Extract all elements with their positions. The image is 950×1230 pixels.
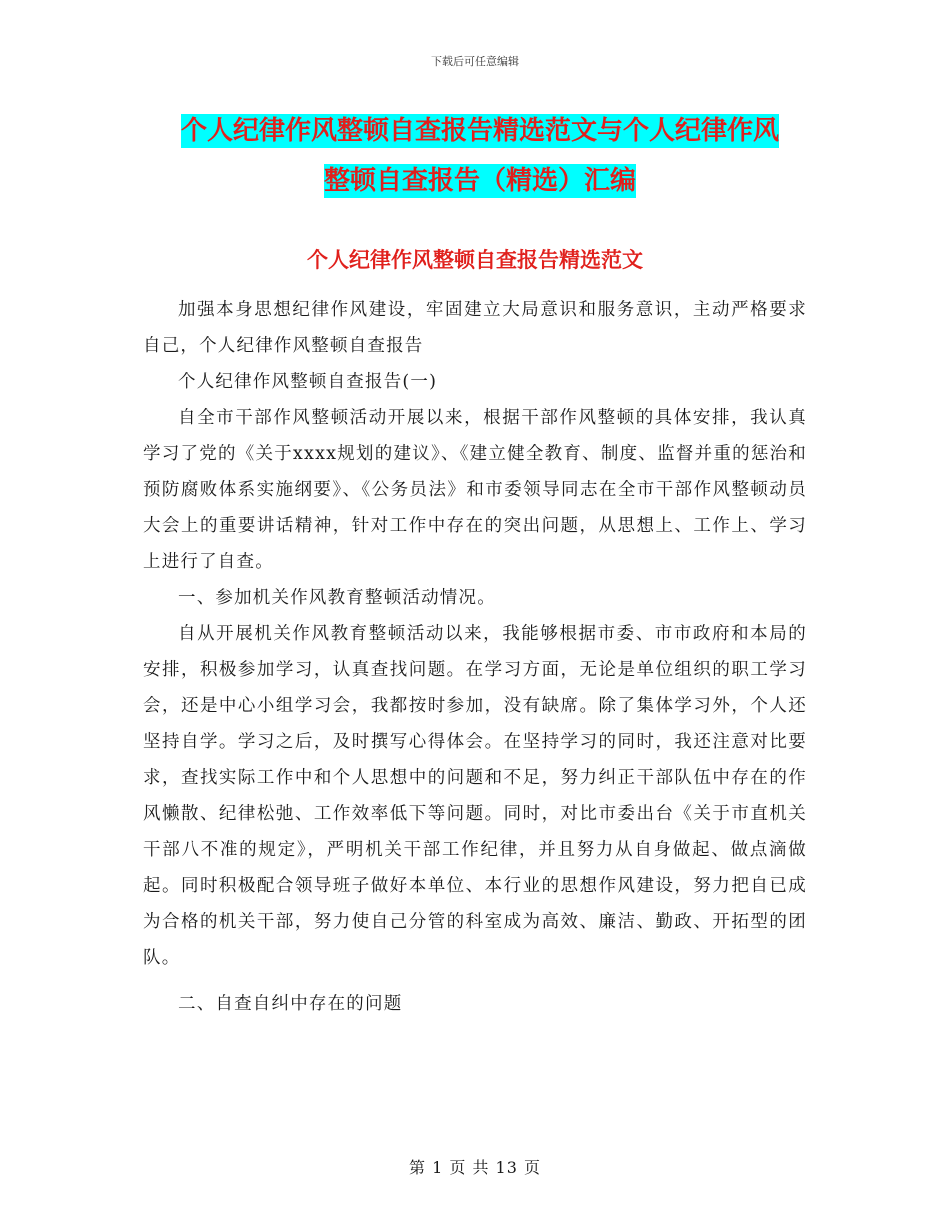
header-note: 下载后可任意编辑: [431, 55, 519, 68]
paragraph: 自从开展机关作风教育整顿活动以来，我能够根据市委、市市政府和本局的安排，积极参加学习，认真查找问题。在学习方面，无论是单位组织的职工学习会，还是中心小组学习会，我都按时参加，没有缺席。除了集体学习外，个人还坚持自学。学习之后，及时撰写心得体会。在坚持学习的同时，我还注意对比要求，查找实际工作中和个人思想中的问题和不足，努力纠正干部队伍中存在的作风懒散、纪律松弛、工作效率低下等问题。同时，对比市委出台《关于市直机关干部八不准的规定》，严明机关干部工作纪律，并且努力从自身做起、做点滴做起。同时积极配合领导班子做好本单位、本行业的思想作风建设，努力把自已成为合格的机关干部，努力使自己分管的科室成为高效、廉洁、勤政、开拓型的团队。: [143, 624, 807, 968]
paragraph: 加强本身思想纪律作风建设，牢固建立大局意识和服务意识，主动严格要求自己，个人纪律作风整顿自查报告: [143, 300, 807, 356]
main-title-line1: 个人纪律作风整顿自查报告精选范文与个人纪律作风: [180, 116, 779, 146]
paragraph: 自全市干部作风整顿活动开展以来，根据干部作风整顿的具体安排，我认真学习了党的《关于xxxx规划的建议》、《建立健全教育、制度、监督并重的惩治和预防腐败体系实施纲要》、《公务员法》和市委领导同志在全市干部作风整顿动员大会上的重要讲话精神，针对工作中存在的突出问题，从思想上、工作上、学习上进行了自查。: [143, 408, 807, 572]
body-text: [143, 292, 807, 1022]
paragraph: 一、参加机关作风教育整顿活动情况。: [178, 588, 496, 608]
section-title: 个人纪律作风整顿自查报告精选范文: [307, 248, 643, 272]
paragraph: 个人纪律作风整顿自查报告(一): [178, 372, 438, 392]
main-title: [140, 106, 820, 206]
main-title-line2: 整顿自查报告（精选）汇编: [323, 166, 636, 196]
paragraph: 二、自查自纠中存在的问题: [178, 994, 403, 1014]
page-footer: 第 1 页 共 13 页: [409, 1158, 541, 1177]
